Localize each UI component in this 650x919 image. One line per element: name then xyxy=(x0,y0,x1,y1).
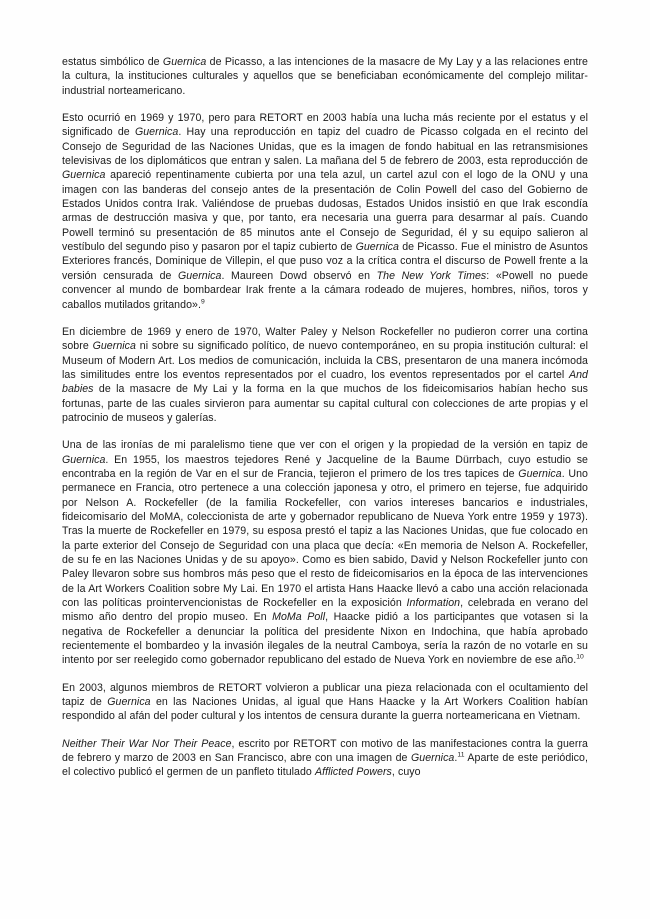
paragraph: Neither Their War Nor Their Peace, escrito por RETORT con motivo de las manifestaciones contra la guerra de febrero y marzo de 2003 en San Francisco, abre con una imagen de Guernica.$^{11}$ Aparte de este periódico, el colectivo publicó el germen de un panfleto titulado Afflicted Powers, cuyo xyxy=(62,737,588,779)
paragraph: En 2003, algunos miembros de RETORT volvieron a publicar una pieza relacionada con el ocultamiento del tapiz de Guernica en las Naciones Unidas, al igual que Hans Haacke y la Art Workers Coalition habían respondido al afán del poder cultural y los intentos de censura durante la guerra norteamericana en Vietnam. xyxy=(62,681,588,723)
paragraph: En diciembre de 1969 y enero de 1970, Walter Paley y Nelson Rockefeller no pudieron correr una cortina sobre Guernica ni sobre su significado político, de nuevo contemporáneo, en su propia institución cultural: el Museum of Modern Art. Los medios de comunicación, incluida la CBS, presentaron de una manera incómoda las similitudes entre los eventos representados por el cuadro, los eventos representados por el cartel And babies de la masacre de My Lai y la forma en la que muchos de los fideicomisarios habían hecho sus fortunas, parte de las cuales sirvieron para aumentar su capital cultural con colecciones de arte propias y el patrocinio de museos y galerías. xyxy=(62,325,588,424)
paragraph: estatus simbólico de Guernica de Picasso, a las intenciones de la masacre de My Lay y a las relaciones entre la cultura, la instituciones culturales y aquellos que se beneficiaban económicamente del complejo militar-industrial norteamericano. xyxy=(62,56,588,97)
paragraph: Esto ocurrió en 1969 y 1970, pero para RETORT en 2003 había una lucha más reciente por el estatus y el significado de Guernica. Hay una reproducción en tapiz del cuadro de Picasso colgada en el recinto del Consejo de Seguridad de las Naciones Unidas, que es la imagen de fondo habitual en las retransmisiones televisivas de los diplomáticos que entran y salen. La mañana del 5 de febrero de 2003, esta reproducción de Guernica apareció repentinamente cubierta por una tela azul, un cartel azul con el logo de la ONU y una imagen con las banderas del consejo antes de la presentación de Colin Powell del caso del Gobierno de Estados Unidos contra Irak. Valiéndose de pruebas dudosas, Estados Unidos insistió en que Irak escondía armas de destrucción masiva y que, por tanto, era necesaria una guerra para desarmar al país. Cuando Powell terminó su presentación de 85 minutos ante el Consejo de Seguridad, él y su equipo salieron al vestíbulo del segundo piso y pasaron por el tapiz cubierto de Guernica de Picasso. Fue el ministro de Asuntos Exteriores francés, Dominique de Villepin, el que puso voz a la crítica contra el discurso de Powell frente a la versión censurada de Guernica. Maureen Dowd observó en The New York Times: «Powell no puede convencer al mundo de bombardear Irak frente a la cámara rodeado de mujeres, hombres, niños, toros y caballos mutilados gritando».$^9$ xyxy=(62,112,589,311)
text-column xyxy=(62,55,588,780)
paragraph: Una de las ironías de mi paralelismo tiene que ver con el origen y la propiedad de la versión en tapiz de Guernica. En 1955, los maestros tejedores René y Jacqueline de la Baume Dürrbach, cuyo estudio se encontraba en la región de Var en el sur de Francia, tejieron el primero de los tres tapices de Guernica. Uno permanece en Francia, otro pertenece a una colección japonesa y otro, el primero en tejerse, fue adquirido por Nelson A. Rockefeller (de la familia Rockefeller, con varios intereses bancarios e industriales, fideicomisario del MoMA, coleccionista de arte y gobernador republicano de Nueva York entre 1959 y 1973). Tras la muerte de Rockefeller en 1979, su esposa prestó el tapiz a las Naciones Unidas, que fue colocado en la parte exterior del Consejo de Seguridad con una placa que decía: «En memoria de Nelson A. Rockefeller, de su fe en las Naciones Unidas y de su apoyo». Como es bien sabido, David y Nelson Rockefeller junto con Paley llevaron sobre sus hombros más peso que el resto de fideicomisarios en la época de las intervenciones de la Art Workers Coalition sobre My Lai. En 1970 el artista Hans Haacke llevó a cabo una acción relacionada con las políticas prointervencionistas de Rockefeller en la exposición Information, celebrada en verano del mismo año dentro del propio museo. En MoMa Poll, Haacke pidió a los participantes que votasen si la negativa de Rockefeller a denunciar la política del presidente Nixon en Indochina, que había aprobado recientemente el bombardeo y la invasión ilegales de la neutral Camboya, sería la razón de no votarle en su intento por ser reelegido como gobernador republicano del estado de Nueva York en noviembre de ese año.$^{10}$ xyxy=(62,439,589,667)
